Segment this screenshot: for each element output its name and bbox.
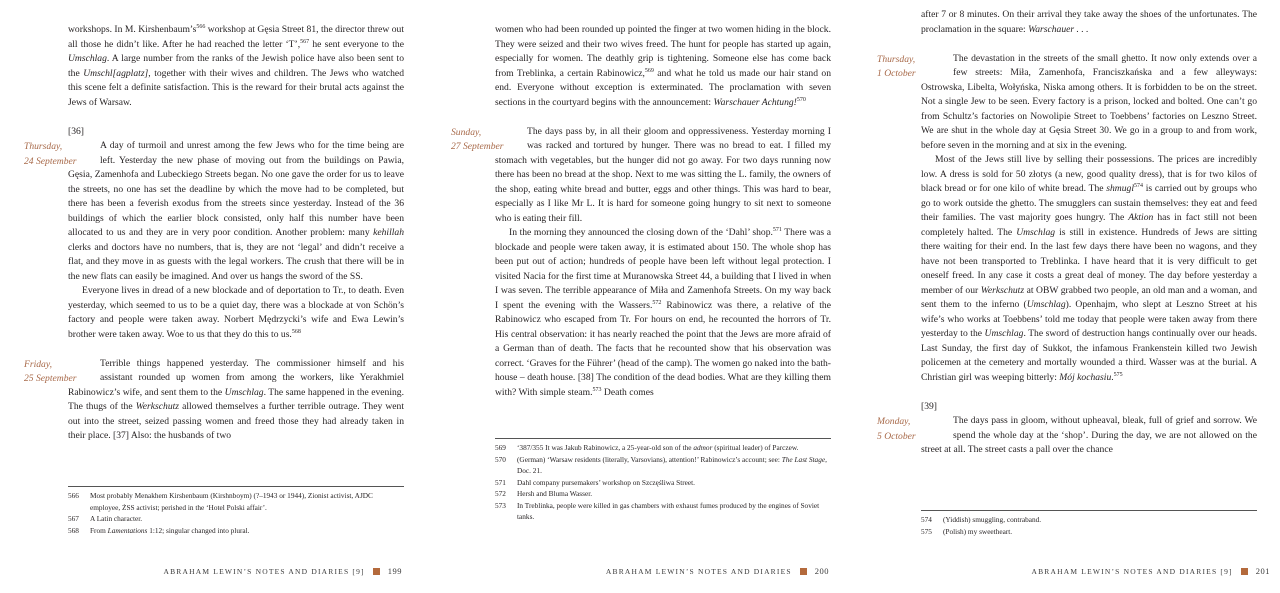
footnotes [921,510,1257,537]
footnote: 570 (German) ‘Warsaw residents (literally, Varsovians), attention!’ Rabinowicz’s account; see: The Last Stage, Doc. 21. [495,454,827,475]
running-head: ABRAHAM LEWIN’S NOTES AND DIARIES [9] [1031,567,1233,576]
footnote: 573 In Treblinka, people were killed in gas chambers with exhaust fumes produced by the engines of Soviet tanks. [495,500,820,521]
footnote: 574 (Yiddish) smuggling, contraband. [921,515,1042,524]
entry-date: Sunday, 27 September [451,126,504,152]
entry-date: Thursday, 1 October [877,53,916,79]
running-head: ABRAHAM LEWIN’S NOTES AND DIARIES [605,567,792,576]
square-ornament-icon [1241,568,1248,575]
footnote: 567 A Latin character. [68,514,143,523]
page-199 [0,0,426,593]
page-201 [853,0,1280,593]
footnotes [495,438,831,523]
footnote: 575 (Polish) my sweetheart. [921,526,1013,536]
running-head: ABRAHAM LEWIN’S NOTES AND DIARIES [9] [163,567,365,576]
diary-entry [24,357,404,444]
paragraph: The devastation in the streets of the small ghetto. It now only extends over a few streets: Miła, Zamenhofa, Franciszkańska and a few alleyways: Ostrowska, Libelta, Wołyńska, Niska among others. It is forbidden to be on the street. Not a single Jew to be seen. Every factory is a prison, locked and bolted. One can’t go from Schultz’s factories on Nowolipie Street to Toebbens’ factories on Leszno Street. We are shut in the whole day at Gęsia Street 30. We go in a group to and from work, before seven in the morning and at six in the evening. [921,52,1257,151]
diary-entry [877,52,1258,386]
paragraph: workshops. In M. $Kirshenbaum’s^{566}$ workshop at Gęsia Street 81, the director threw out all those he didn’t like. After he had reached the letter ‘T’,$^{567}$ he sent everyone to the Umschlag. A large number from the ranks of the Jewish police have also been sent to the Umschl[agplatz], together with their wives and children. The Jews who watched this scene felt a definite satisfaction. This is the reward for their brutal acts against the Jews of Warsaw. [68,23,404,108]
diary-entry [877,414,1257,458]
running-footer [1031,566,1270,576]
diary-entry [24,139,404,342]
paragraph: A day of turmoil and unrest among the few Jews who for the time being are left. Yesterday the new phase of moving out from the buildings on Pawia, Gęsia, Zamenhofa and Lubeckiego Streets began. No one gave the order for us to leave the streets, no one has set the deadline by which the move had to be completed, but there has been a feverish exodus from the streets since yesterday. Instead of the 36 buildings of which the earlier block consisted, only half this number have been allocated to us and they are in very poor condition. Another problem: many kehillah clerks and doctors have no numbers, that is, they are not ‘legal’ and didn’t receive a flat, and they move in as guests with the legal workers. The crush that there will be in the new flats can easily be imagined. And over us hangs the sword of the SS. [68,140,404,282]
paragraph: after 7 or 8 minutes. On their arrival they take away the shoes of the unfortunates. The proclamation in the square: Warschauer . . . [921,9,1257,35]
square-ornament-icon [800,568,807,575]
page-number: 201 [1255,566,1270,576]
footnote: 571 Dahl company pursemakers’ workshop on Szczęśliwa Street. [495,477,695,487]
paragraph: Most of the Jews still live by selling their possessions. The prices are incredibly low. A dress is sold for 50 złotys (a new, good quality dress), that is for two kilos of black bread or for one kilo of white bread. The shmugl$^{574}$ is carried out by groups who go to work outside the ghetto. The smugglers can sustain themselves: they eat and feed their families. The vast majority goes hungry. The Aktion has in fact still not been completely halted. The Umschlag is still in existence. Hundreds of Jews are sitting there waiting for their end. In the last few days there have been no wagons, and they have not been transported to Treblinka. I have heard that it is very difficult to get oneself freed. In any case it costs a great deal of money. The day before yesterday a member of our Werkschutz at OBW grabbed two people, an old man and a woman, and sent them to the inferno (Umschlag). Openhajm, who slept at Leszno Street at his wife’s who works at Toebbens’ told me today that people were taken away from there yesterday to the Umschlag. The sword of destruction hangs continually over our heads. Last Sunday, the first day of Sukkot, the infamous Frankenstein killed two Jewish policemen at the cemetery and mortally wounded a third. Wasser was at the burial. A Christian girl was weeping bitterly: Mój kochasiu.$^{575}$ [921,154,1258,383]
running-footer [606,566,829,576]
square-ornament-icon [373,568,380,575]
paragraph: Terrible things happened yesterday. The commissioner himself and his assistant rounded up women from among the workers, like Yerakhmiel Rabinowicz’s wife, and sent them to the Umschlag. The same happened in the evening. The thugs of the Werkschutz allowed themselves a further terrible outrage. They went out into the street, seized passing women and freed those they had already taken in their place. [37] Also: the husbands of two [68,357,404,441]
page-body [877,8,1258,458]
paragraph: Everyone lives in dread of a new blockade and of deportation to Tr., to death. Even yesterday, which seemed to us to be a quiet day, there was a blockade at von Schön’s factory and people were taken away. Norbert Mędrzycki’s wife and Ewa Lewin’s brother were taken away. Woe to us that they do this to us.$^{568}$ [68,285,404,340]
page-body [24,23,404,444]
footnote: 572 Hersh and Bluma Wasser. [495,489,593,498]
section-number: [39] [921,400,937,412]
section-number: [36] [68,125,84,137]
entry-date: Friday, 25 September [24,358,77,384]
diary-entry [451,125,831,401]
page-body [451,23,831,400]
footnote: 569 ‘387/355 It was Jakub Rabinowicz, a 25-year-old son of the admor (spiritual leader) of Parczew. [495,443,799,452]
paragraph: The days pass by, in all their gloom and oppressiveness. Yesterday morning I was racked and tortured by hunger. There was no bread to eat. I filled my stomach with vegetables, but the hunger did not go away. For two days running now there has been no bread at the shop. Next to me was sitting the L. family, the owners of the shop, eating white bread and butter, eggs and other things. This was hard to bear, especially as I like Mr L. It is hard for someone going hungry to sit next to someone who is eating their fill. [495,125,831,224]
page-number: 200 [814,566,829,576]
footnote: 568 From Lamentations 1:12; singular changed into plural. [68,525,250,535]
entry-date: Monday, 5 October [877,416,916,442]
paragraph: women who had been rounded up pointed the finger at two women hiding in the block. They were seized and their two wives freed. The hunt for people has started up again, especially for women. The deathly grip is tightening. Someone else has come back from Treblinka, a certain Rabinowicz,$^{569}$ and what he told us made our hair stand on end. Everyone without exception is exterminated. The proclamation with seven sections in the courtyard begins with the announcement: Warschauer Achtung!$^{570}$ [495,24,831,108]
page-200 [427,0,853,593]
running-footer [163,566,402,576]
paragraph: In the morning they announced the closing down of the ‘Dahl’ shop.$^{571}$ There was a blockade and people were taken away, it is estimated about 150. The whole shop has been put out of action; hundreds of people have been left without legal protection. I visited Nacia for the first time at Muranowska Street 44, a building that I lived in when I was seven. The terrible appearance of Miła and Zamenhofa Streets. On my way back I spent the evening with the Wassers.$^{572}$ Rabinowicz was there, a relative of the Rabinowicz who escaped from Tr. For hours on end, he recounted the horrors of Tr. His central observation: it has nearly reached the point that the Jews are more afraid of a German than of death. The facts that he recounted show that his observation was correct. ‘Graves for the Führer’ (head of the camp). The women go naked into the bath-house – death house. [38] The condition of the dead bodies. What are they killing them with? With simple steam.$^{573}$ Death comes [495,226,831,398]
page-number: 199 [387,566,402,576]
footnote: 566 Most probably Menakhem Kirshenbaum (Kirshnboym) (?–1943 or 1944), Zionist activist, AJDC employee, ŻSS activist; perished in the ‘Hotel Polski affair’. [68,491,373,512]
entry-date: Thursday, 24 September [24,141,77,167]
footnotes [68,486,404,536]
paragraph: The days pass in gloom, without upheaval, bleak, full of grief and sorrow. We spend the whole day at the ‘shop’. During the day, we are not allowed on the street at all. The street casts a pall over the chance [921,415,1257,455]
